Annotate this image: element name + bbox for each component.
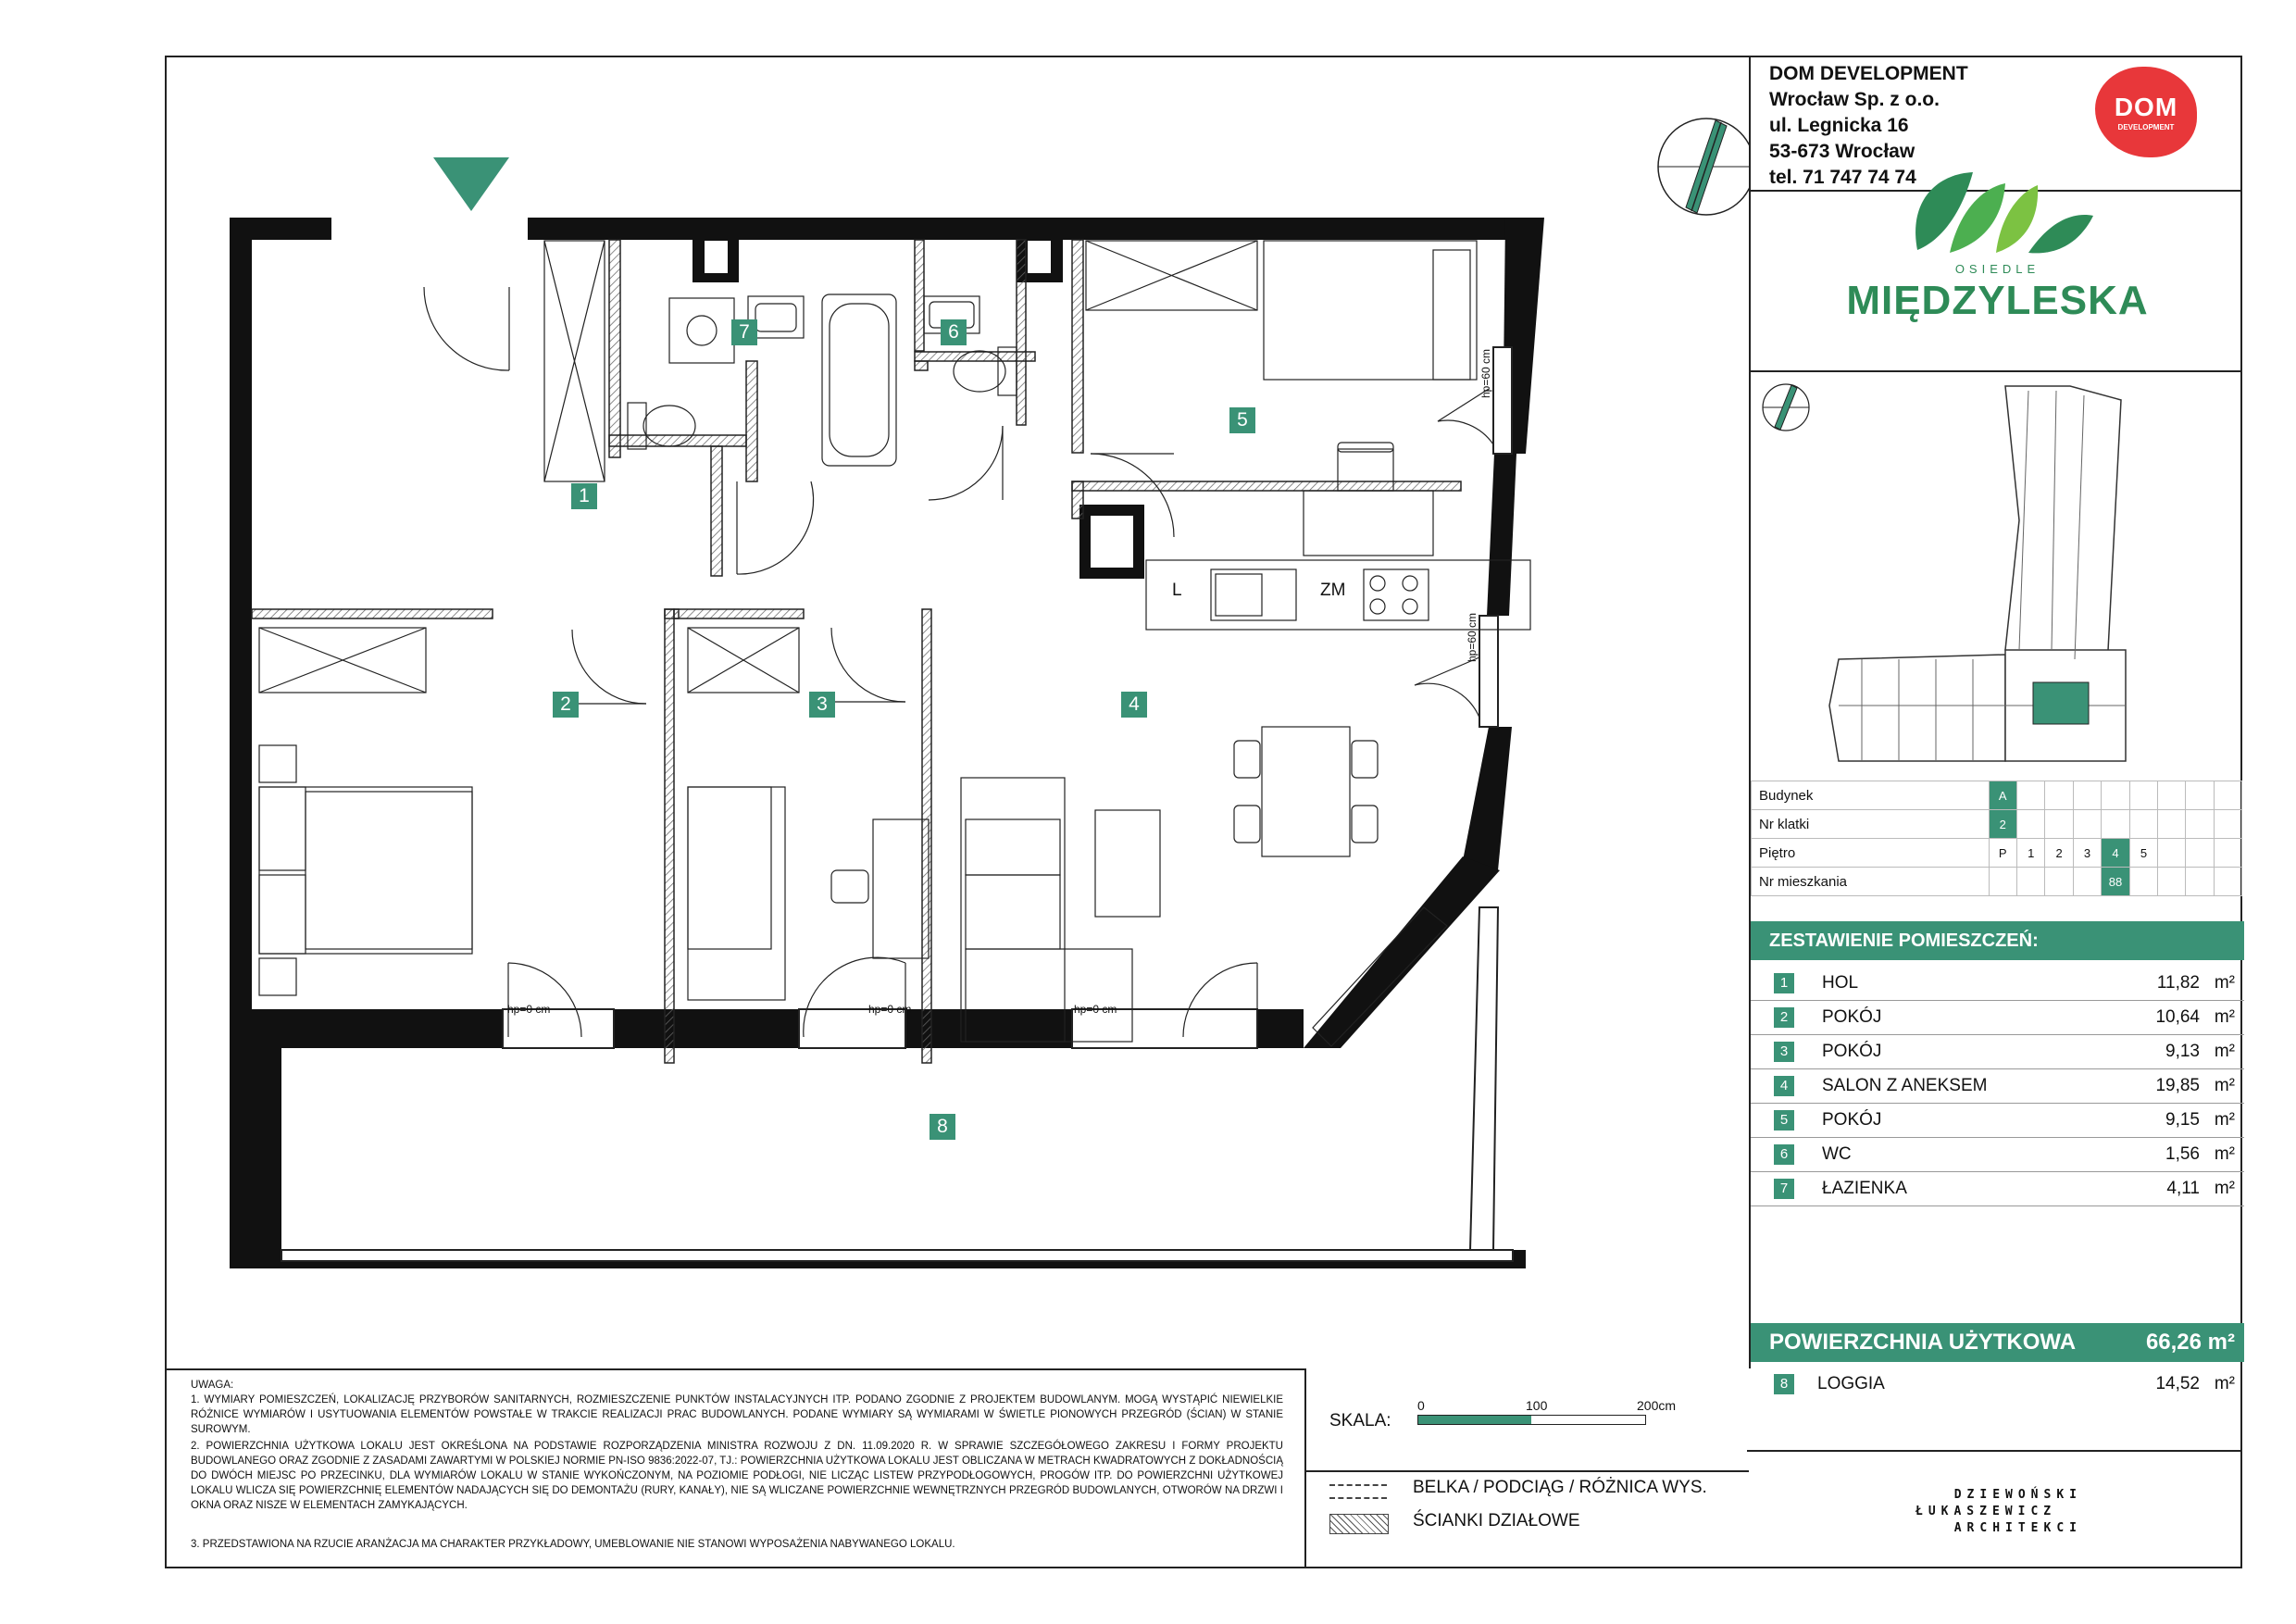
door-height-label: hp=0 cm (868, 1003, 912, 1016)
floor-5: 5 (2129, 839, 2157, 868)
room-no: 3 (1774, 1042, 1794, 1062)
room-no: 1 (1774, 973, 1794, 993)
room-row (1751, 966, 2244, 1001)
mieszkanie-value: 88 (2102, 868, 2130, 896)
room-name: HOL (1822, 973, 1859, 993)
scale-label: SKALA: (1329, 1411, 1391, 1430)
pietro-label: Piętro (1752, 839, 1990, 868)
architect-line3: ARCHITEKCI (1953, 1521, 2082, 1535)
exterior-walls (230, 218, 1544, 1268)
room-no: 6 (1774, 1144, 1794, 1165)
klatka-label: Nr klatki (1752, 810, 1990, 839)
architect-line2: ŁUKASZEWICZ (1915, 1505, 2057, 1518)
room-name: POKÓJ (1822, 1007, 1882, 1027)
company-city: 53-673 Wrocław (1769, 141, 1915, 162)
scianki-legend-label: ŚCIANKI DZIAŁOWE (1413, 1511, 1580, 1530)
osiedle-name: MIĘDZYLESKA (1846, 278, 2149, 323)
scale-tick-100: 100 (1526, 1398, 1548, 1413)
fridge-label: ZM (1320, 581, 1346, 600)
mieszkanie-label: Nr mieszkania (1752, 868, 1990, 896)
loggia-area: 14,52 m² (2155, 1374, 2235, 1393)
info-panel (1749, 56, 2242, 1393)
loggia-row (1751, 1368, 2244, 1401)
room-row (1751, 1068, 2244, 1104)
architect-line1: DZIEWOŃSKI (1953, 1488, 2082, 1502)
room-number-7: 7 (731, 319, 757, 345)
logo-dom-text: DOM (2114, 93, 2178, 121)
room-number-5: 5 (1229, 407, 1255, 433)
compass-icon (1658, 119, 1751, 215)
leaf-logo-icon (1751, 165, 2244, 267)
floor-3: 3 (2073, 839, 2101, 868)
floor-p: P (1989, 839, 2016, 868)
room-row (1751, 1034, 2244, 1069)
loggia-name: LOGGIA (1817, 1374, 1885, 1393)
room-name: WC (1822, 1144, 1852, 1164)
room-number-1: 1 (571, 483, 597, 509)
room-number-6: 6 (941, 319, 967, 345)
room-name: SALON Z ANEKSEM (1822, 1076, 1988, 1095)
room-number-2: 2 (553, 692, 579, 718)
apartment-info-table (1751, 781, 2242, 896)
beam-legend-icon (1329, 1484, 1387, 1499)
note-item: 1. WYMIARY POMIESZCZEŃ, LOKALIZACJĘ PRZYBORÓW SANITARNYCH, ROZMIESZCZENIE PUNKTÓW INSTALACYJNYCH ITP. PODANO ZGODNIE Z PROJEKTEM BUDOWLANYM. MOGĄ WYSTĄPIĆ NIEWIELKIE RÓŻNICE WYMIARÓW I USYTUOWANIA ELEMENTÓW POWSTAŁE W TRAKCIE REALIZACJI PRAC BUDOWLANYCH. PODANE WYMIARY SĄ WYMIARAMI W ŚWIETLE PIONOWYCH PRZEGRÓD (ŚCIAN) W STANIE SUROWYM. (191, 1394, 1283, 1435)
room-row (1751, 1137, 2244, 1172)
loggia-no: 8 (1774, 1374, 1794, 1394)
room-area: 11,82 m² (2156, 973, 2235, 993)
window-height-label: hp=60 cm (1466, 612, 1479, 662)
room-row (1751, 1171, 2244, 1206)
floor-2: 2 (2045, 839, 2073, 868)
budynek-value: A (1989, 781, 2016, 810)
entrance-marker-icon (433, 157, 509, 211)
window-height-label: hp=60 cm (1479, 348, 1492, 398)
scale-tick-200: 200cm (1637, 1398, 1677, 1413)
building-key-plan (1751, 372, 2244, 780)
company-name: DOM DEVELOPMENT (1769, 63, 1968, 84)
budynek-label: Budynek (1752, 781, 1990, 810)
sink-label: L (1172, 581, 1182, 600)
room-number-4: 4 (1121, 692, 1147, 718)
scale-tick-0: 0 (1417, 1398, 1425, 1413)
total-area-label: POWIERZCHNIA UŻYTKOWA (1769, 1330, 2077, 1355)
note-item: 2. POWIERZCHNIA UŻYTKOWA LOKALU JEST OKREŚLONA NA PODSTAWIE ROZPORZĄDZENIA MINISTRA ROZWOJU Z DN. 11.09.2020 R. W SPRAWIE SZCZEGÓŁOWEGO ZAKRESU I FORMY PROJEKTU BUDOWLANEGO ORAZ ZGODNIE Z ZASADAMI ZAWARTYMI W POLSKIEJ NORMIE PN-ISO 9836:2022-07, TJ.: POWIERZCHNIA UŻYTKOWA LOKALU JEST OBLICZANA W METRACH KWADRATOWYCH Z DOKŁADNOŚCIĄ DO DWÓCH MIEJSC PO PRZECINKU, DLA WYMIARÓW LOKALU W STANIE WYKOŃCZONYM, NA POZIOMIE PODŁOGI, NIE LICZĄC LISTEW PRZYPODŁOGOWYCH, PROGÓW ITP. DO POWIERZCHNI UŻYTKOWEJ LOKALU WLICZA SIĘ POWIERZCHNIĘ ELEMENTÓW NADAJĄCYCH SIĘ DO DEMONTAŻU (RURY, KANAŁY), NIE SĄ WLICZANE POWIERZCHNIE WEWNĘTRZNYCH PRZEGRÓD BUDOWLANYCH, OTWORÓW NA DRZWI I OKNA ORAZ NISZE W ELEMENTACH ZAMYKAJĄCYCH. (191, 1441, 1283, 1511)
total-area-value: 66,26 m² (2145, 1330, 2235, 1355)
room-name: ŁAZIENKA (1822, 1179, 1907, 1198)
dom-development-logo (2095, 67, 2197, 157)
scale-bar (1417, 1415, 1646, 1425)
room-area: 1,56 m² (2165, 1144, 2235, 1164)
company-phone: tel. 71 747 74 74 (1769, 167, 1916, 188)
room-no: 2 (1774, 1007, 1794, 1028)
room-number-3: 3 (809, 692, 835, 718)
room-row (1751, 1000, 2244, 1035)
room-number-8: 8 (930, 1114, 955, 1140)
room-area: 9,13 m² (2165, 1042, 2235, 1061)
room-area: 10,64 m² (2155, 1007, 2235, 1027)
door-height-label: hp=0 cm (507, 1003, 551, 1016)
architects-logo (1915, 1487, 2082, 1537)
floor-4: 4 (2102, 839, 2130, 868)
room-area: 9,15 m² (2165, 1110, 2235, 1130)
room-no: 7 (1774, 1179, 1794, 1199)
scale-legend-section (1306, 1368, 1749, 1568)
room-name: POKÓJ (1822, 1042, 1882, 1061)
rooms-header: ZESTAWIENIE POMIESZCZEŃ: (1751, 921, 2244, 960)
notes-title: UWAGA: (191, 1380, 234, 1391)
belka-legend-label: BELKA / PODCIĄG / RÓŻNICA WYS. (1413, 1478, 1707, 1497)
room-no: 4 (1774, 1076, 1794, 1096)
room-name: POKÓJ (1822, 1110, 1882, 1130)
floor-plan (165, 56, 1751, 1368)
architects-section (1749, 1461, 2242, 1568)
company-line2: Wrocław Sp. z o.o. (1769, 89, 1940, 110)
floor-plan-drawing (165, 56, 1751, 1368)
total-area-bar (1751, 1323, 2244, 1362)
notes-section (165, 1368, 1306, 1568)
company-address: ul. Legnicka 16 (1769, 115, 1909, 136)
door-height-label: hp=0 cm (1074, 1003, 1117, 1016)
logo-development-text: DEVELOPMENT (2117, 123, 2175, 131)
room-area: 4,11 m² (2166, 1179, 2235, 1198)
klatka-value: 2 (1989, 810, 2016, 839)
note-item: 3. PRZEDSTAWIONA NA RZUCIE ARANŻACJA MA CHARAKTER PRZYKŁADOWY, UMEBLOWANIE NIE STANOWI WYPOSAŻENIA NABYWANEGO LOKALU. (191, 1539, 955, 1550)
osiedle-label: OSIEDLE (1954, 262, 2040, 276)
room-no: 5 (1774, 1110, 1794, 1131)
compass-small-icon (1763, 384, 1809, 431)
room-row (1751, 1103, 2244, 1138)
floor-1: 1 (2016, 839, 2044, 868)
partition-legend-icon (1329, 1514, 1389, 1534)
room-area: 19,85 m² (2155, 1076, 2235, 1095)
